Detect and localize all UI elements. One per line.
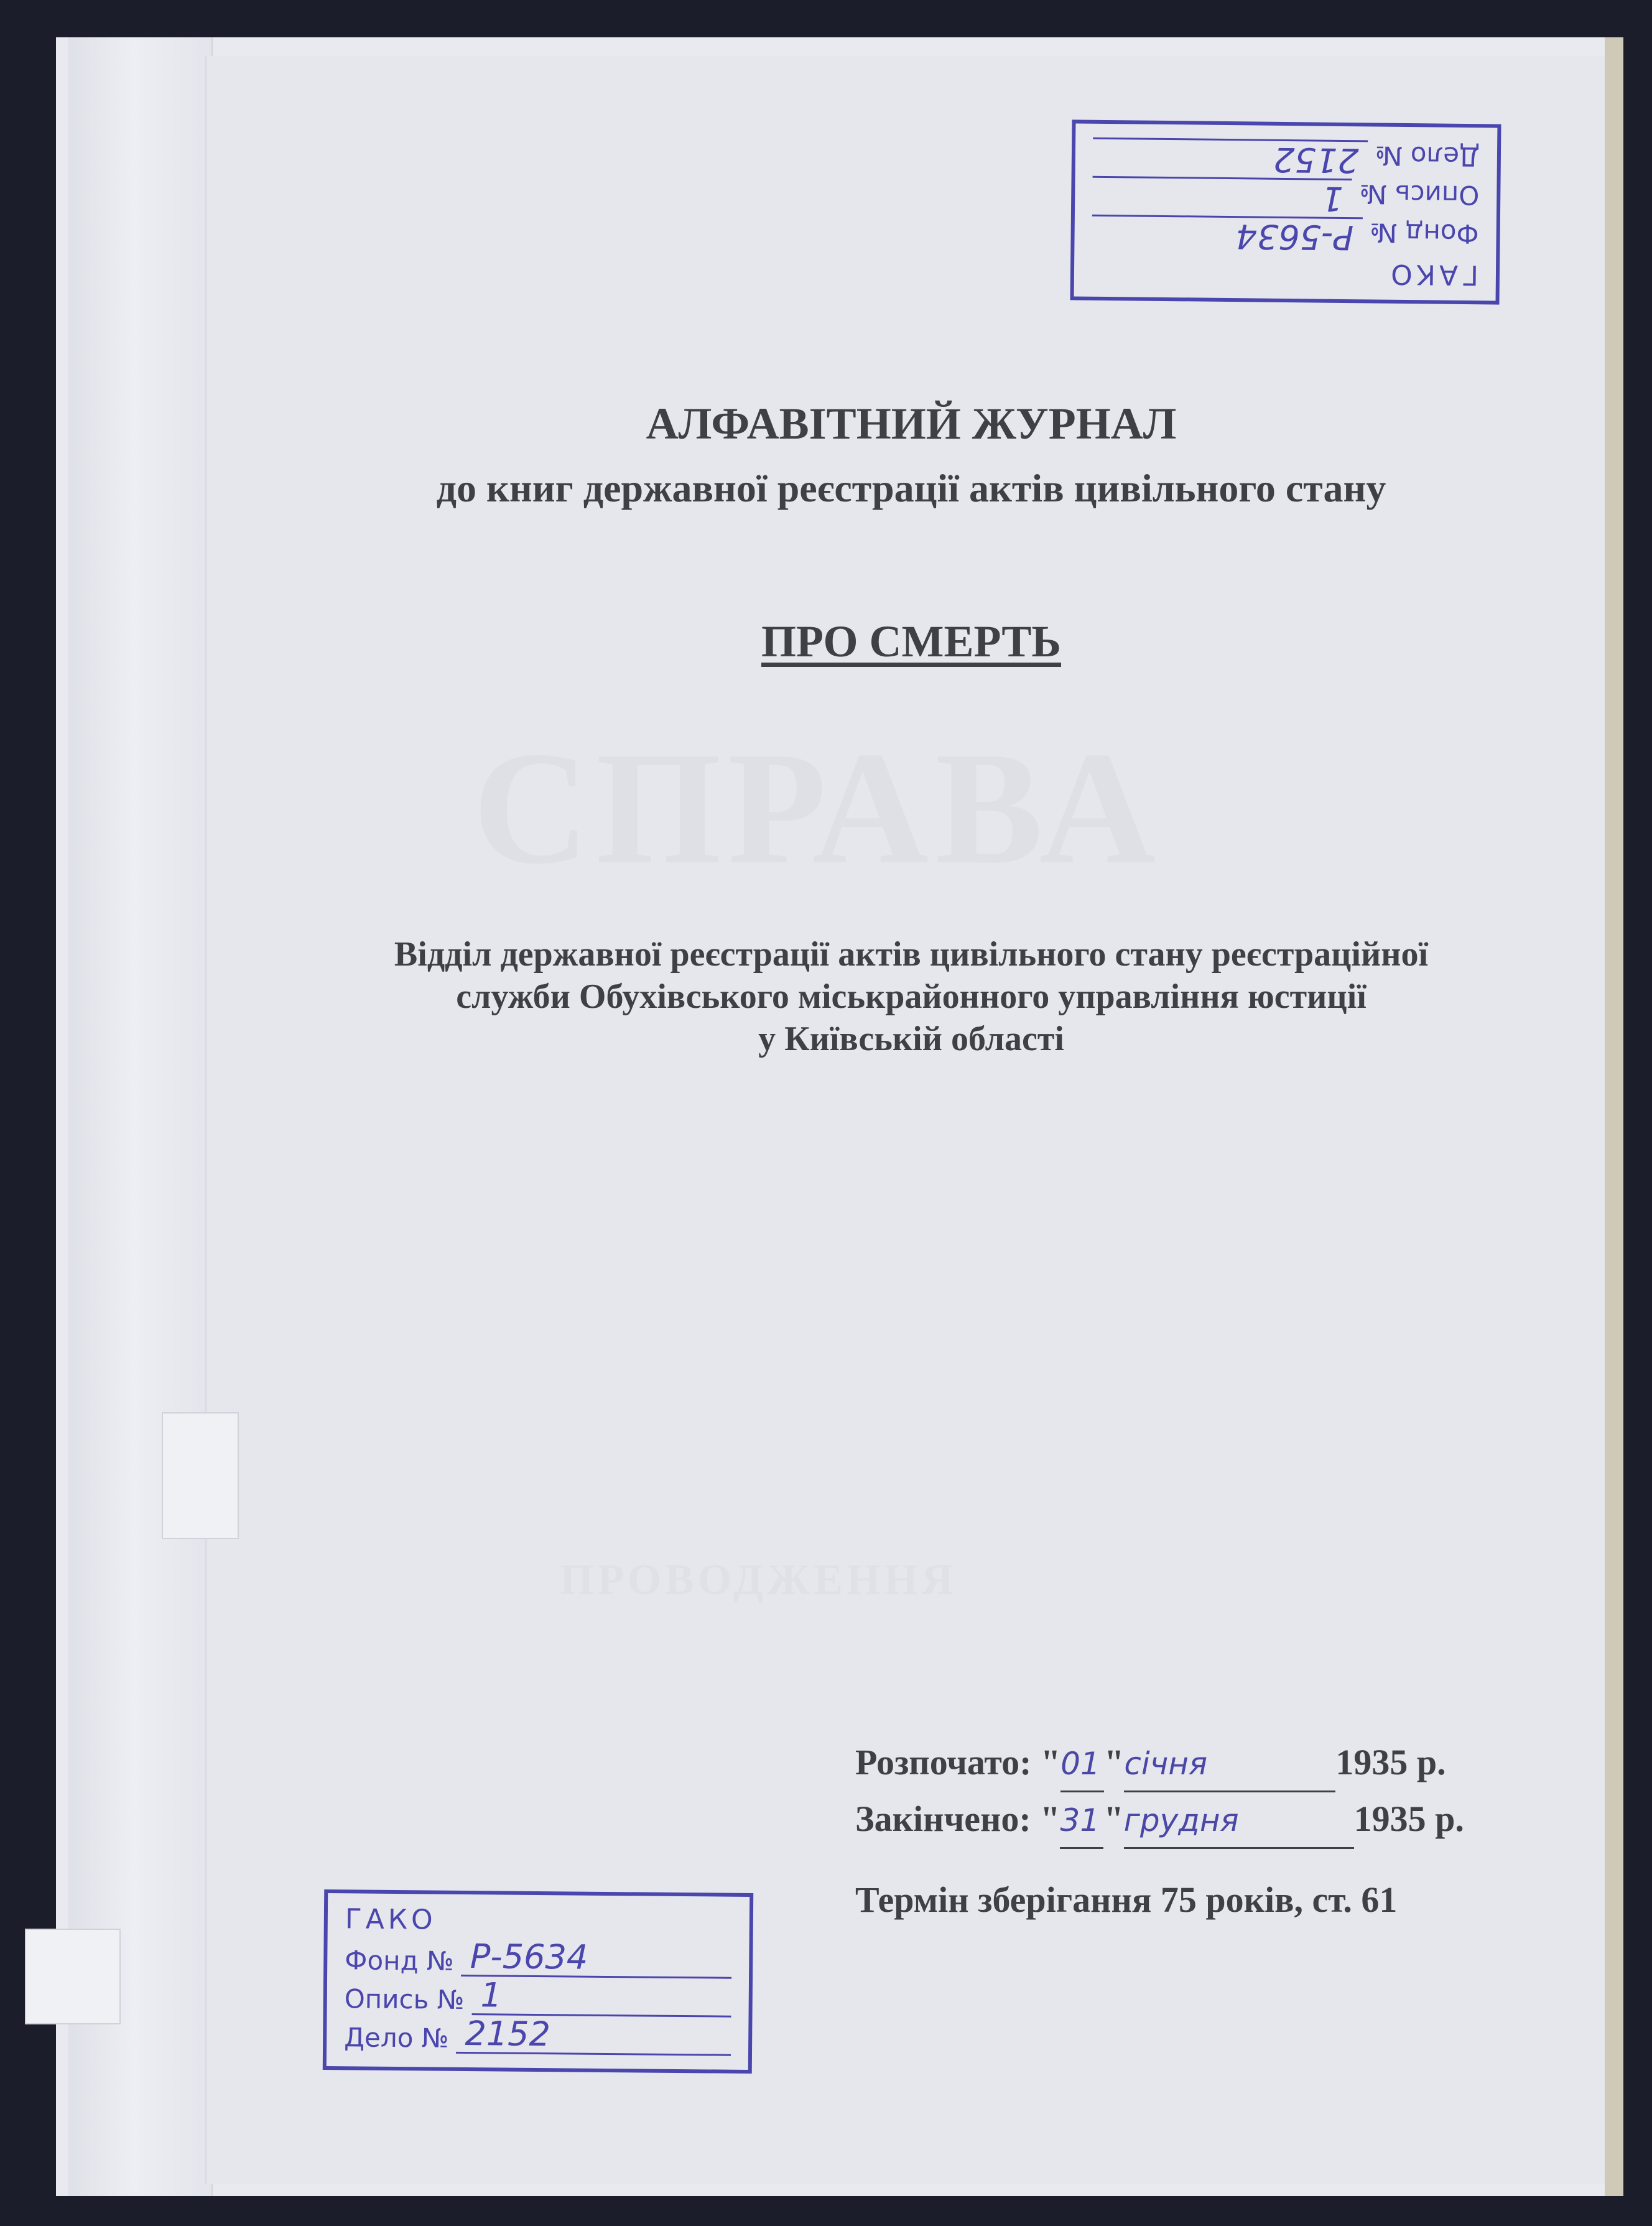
started-row: Розпочато: "01 "січня 1935 р. <box>855 1736 1464 1792</box>
show-through-text: СПРАВА <box>473 719 1162 898</box>
stamp-fond-value: Р-5634 <box>461 1939 731 1979</box>
page-edge <box>1605 37 1623 2196</box>
document-title: АЛФАВІТНИЙ ЖУРНАЛ <box>646 399 1177 449</box>
ended-label: Закінчено: " <box>855 1799 1060 1839</box>
ended-day: 31 <box>1060 1802 1100 1838</box>
ended-year: 1935 р. <box>1353 1799 1464 1839</box>
show-through-text: ПРОВОДЖЕННЯ <box>560 1556 957 1604</box>
started-day: 01 <box>1060 1746 1100 1782</box>
started-year: 1935 р. <box>1335 1742 1446 1782</box>
archive-stamp-inverted <box>1070 119 1501 304</box>
stamp-opis-label: Опись № <box>344 1983 465 2015</box>
ended-row: Закінчено: "31 "грудня 1935 р. <box>855 1792 1464 1849</box>
cover-page <box>205 56 1618 2184</box>
stamp-delo-label: Дело № <box>1375 140 1480 172</box>
stamp-opis-value: 1 <box>471 1977 731 2018</box>
torn-tape-fragment <box>162 1412 239 1539</box>
stamp-delo-value: 2152 <box>456 2016 731 2056</box>
started-month: січня <box>1124 1746 1208 1782</box>
binding-tape <box>68 37 213 2196</box>
stamp-archive-name: ГАКО <box>1386 258 1479 291</box>
stamp-delo-value: 2152 <box>1093 137 1368 179</box>
archive-stamp <box>323 1889 754 2074</box>
department-line: Відділ державної реєстрації актів цивільного стану реєстраційної <box>394 935 1429 974</box>
stamp-fond-label: Фонд № <box>345 1945 454 1977</box>
stamp-fond-value: Р-5634 <box>1092 215 1362 256</box>
department-block <box>205 933 1617 1060</box>
stamp-archive-name: ГАКО <box>345 1903 437 1936</box>
retention-period: Термін зберігання 75 років, ст. 61 <box>855 1879 1398 1920</box>
department-line: у Київській області <box>758 1020 1064 1058</box>
dates-block <box>855 1736 1464 1849</box>
stamp-fond-label: Фонд № <box>1370 217 1479 249</box>
stamp-delo-label: Дело № <box>343 2022 449 2054</box>
document-subtitle: до книг державної реєстрації актів цивільного стану <box>436 466 1386 510</box>
stamp-opis-label: Опись № <box>1359 179 1480 211</box>
started-label: Розпочато: " <box>855 1742 1061 1782</box>
ended-month: грудня <box>1123 1802 1239 1838</box>
document-kind: ПРО СМЕРТЬ <box>761 617 1062 666</box>
department-line: служби Обухівського міськрайонного управління юстиції <box>456 977 1367 1016</box>
torn-tape-fragment <box>25 1929 121 2024</box>
stamp-opis-value: 1 <box>1092 176 1352 217</box>
